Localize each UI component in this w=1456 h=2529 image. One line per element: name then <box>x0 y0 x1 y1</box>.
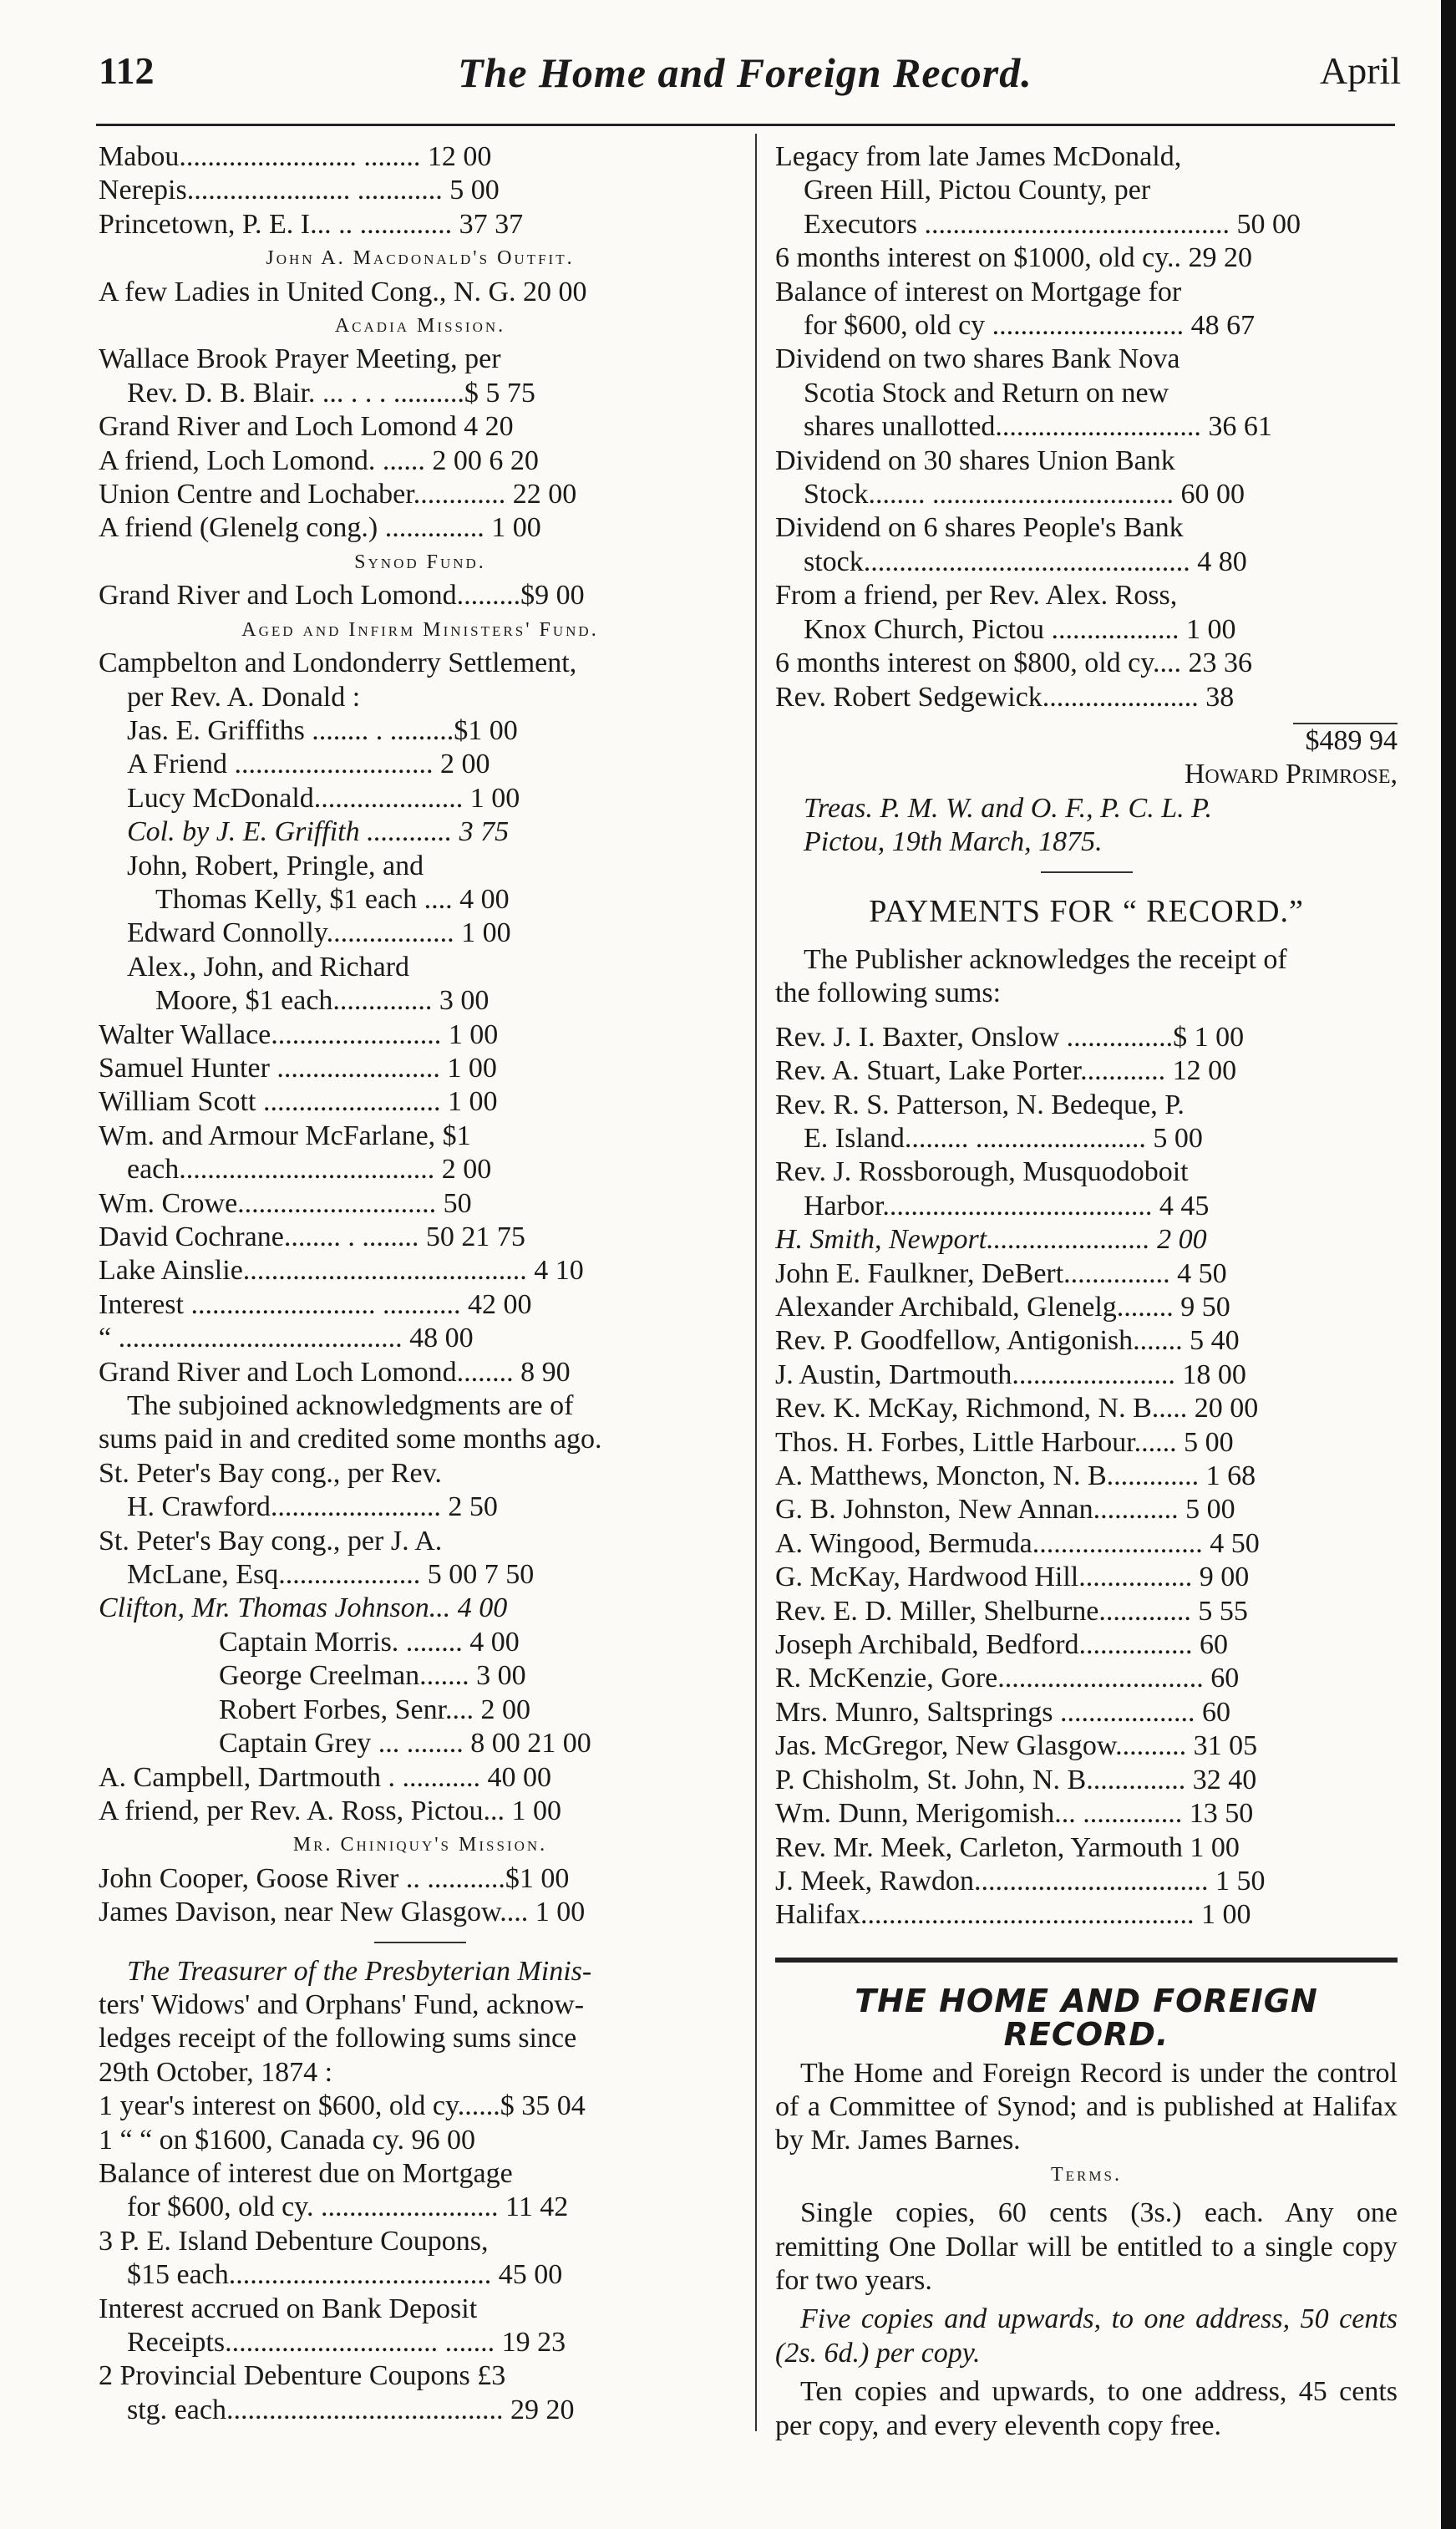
ledger-line: Alexander Archibald, Glenelg........ 9 50 <box>775 1292 1230 1323</box>
ledger-line: Thomas Kelly, $1 each .... 4 00 <box>155 883 510 915</box>
ledger-line: Lake Ainslie........................................ 4 10 <box>99 1255 584 1287</box>
ledger-line: Wm. Crowe............................ 50 <box>99 1187 472 1219</box>
ledger-line: Wallace Brook Prayer Meeting, per <box>99 343 501 375</box>
ledger-line: Pictou, 19th March, 1875. <box>804 826 1103 858</box>
ledger-line: Rev. P. Goodfellow, Antigonish....... 5 40 <box>775 1325 1240 1357</box>
ledger-line: A. Campbell, Dartmouth . ........... 40 00 <box>99 1761 552 1793</box>
ledger-line: A. Matthews, Moncton, N. B............. 1 68 <box>775 1460 1256 1492</box>
ledger-line: David Cochrane........ . ........ 50 21 75 <box>99 1221 525 1252</box>
ledger-line: Alex., John, and Richard <box>127 951 410 983</box>
ledger-line: Receipts.............................. ....... 19 23 <box>127 2327 566 2358</box>
ledger-line: 1 “ “ on $1600, Canada cy. 96 00 <box>99 2124 476 2156</box>
ledger-line: J. Austin, Dartmouth....................... 18 00 <box>775 1358 1246 1390</box>
ledger-line: St. Peter's Bay cong., per J. A. <box>99 1525 443 1557</box>
ledger-line: Scotia Stock and Return on new <box>804 377 1169 409</box>
page-number: 112 <box>99 49 155 92</box>
ledger-line: R. McKenzie, Gore............................. 60 <box>775 1663 1240 1694</box>
ledger-line: McLane, Esq.................... 5 00 7 50 <box>127 1559 535 1591</box>
ledger-line: 3 P. E. Island Debenture Coupons, <box>99 2225 489 2257</box>
ledger-line: John E. Faulkner, DeBert............... 4 50 <box>775 1257 1227 1289</box>
ledger-line: Legacy from late James McDonald, <box>775 141 1182 172</box>
ledger-line: A friend, Loch Lomond. ...... 2 00 6 20 <box>99 444 539 476</box>
ledger-line: James Davison, near New Glasgow.... 1 00 <box>99 1897 586 1928</box>
ledger-line: Harbor...................................... 4 45 <box>804 1190 1210 1221</box>
page-header <box>0 48 1456 115</box>
left-column <box>99 140 742 2427</box>
ledger-line: Edward Connolly.................. 1 00 <box>127 917 511 949</box>
ledger-line: “ ........................................ 48 00 <box>99 1323 474 1354</box>
ledger-line: Joseph Archibald, Bedford................ 60 <box>775 1629 1229 1661</box>
ledger-line: stock.............................................. 4 80 <box>804 546 1247 577</box>
ledger-line: H. Smith, Newport....................... 2 00 <box>775 1224 1207 1256</box>
ledger-line: Wm. and Armour McFarlane, $1 <box>99 1120 471 1151</box>
ledger-line: Wm. Dunn, Merigomish... .............. 13 50 <box>775 1798 1254 1830</box>
ledger-line: Balance of interest due on Mortgage <box>99 2157 513 2189</box>
ledger-line: The Publisher acknowledges the receipt of <box>804 943 1287 975</box>
ledger-line: Executors ........................................... 50 00 <box>804 208 1301 240</box>
ledger-line: Interest accrued on Bank Deposit <box>99 2293 478 2324</box>
ledger-line: George Creelman....... 3 00 <box>219 1660 526 1692</box>
ledger-line: Rev. J. I. Baxter, Onslow ...............$ 1 00 <box>775 1021 1245 1053</box>
ledger-line: Rev. A. Stuart, Lake Porter............ 12 00 <box>775 1055 1237 1087</box>
ledger-line: Jas. E. Griffiths ........ . .........$1 00 <box>127 714 518 746</box>
ledger-line: St. Peter's Bay cong., per Rev. <box>99 1457 442 1489</box>
ledger-line: Dividend on 6 shares People's Bank <box>775 512 1184 544</box>
ledger-line: E. Island......... ........................ 5 00 <box>804 1122 1203 1154</box>
ledger-line: Stock........ .................................. 60 00 <box>804 479 1245 510</box>
ledger-line: The Treasurer of the Presbyterian Minis- <box>127 1955 592 1987</box>
ledger-line: Rev. D. B. Blair. ... . . . ..........$ 5 75 <box>127 377 535 409</box>
ledger-line: 6 months interest on $800, old cy.... 23 36 <box>775 647 1253 679</box>
record-title: THE HOME AND FOREIGN RECORD. <box>775 1958 1398 2052</box>
column-divider <box>755 134 757 2431</box>
ledger-line: Captain Grey ... ........ 8 00 21 00 <box>219 1728 591 1760</box>
ledger-line: Captain Morris. ........ 4 00 <box>219 1626 520 1658</box>
ledger-line: A Friend ............................ 2 00 <box>127 749 490 780</box>
ledger-line: Rev. K. McKay, Richmond, N. B..... 20 00 <box>775 1393 1259 1424</box>
ledger-line: J. Meek, Rawdon................................. 1 50 <box>775 1865 1266 1897</box>
scan-edge-shadow <box>1441 0 1456 2529</box>
ledger-line: G. McKay, Hardwood Hill................ 9 00 <box>775 1562 1250 1593</box>
ledger-line: stg. each....................................... 29 20 <box>127 2394 575 2425</box>
ledger-line: Samuel Hunter ....................... 1 00 <box>99 1052 497 1084</box>
notice-paragraph: Ten copies and upwards, to one address, 45 cents per copy, and every eleventh copy free. <box>775 2376 1398 2441</box>
ledger-line: Mrs. Munro, Saltsprings ................... 60 <box>775 1696 1230 1728</box>
section-heading: Aged and Infirm Ministers' Fund. <box>241 618 599 641</box>
ledger-line: Lucy McDonald..................... 1 00 <box>127 782 520 814</box>
ledger-line: shares unallotted............................. 36 61 <box>804 411 1272 443</box>
ledger-line: The subjoined acknowledgments are of <box>127 1390 574 1422</box>
ledger-line: Princetown, P. E. I... .. ............. 37 37 <box>99 208 524 240</box>
ledger-line: $15 each..................................... 45 00 <box>127 2259 563 2291</box>
ledger-line: Nerepis....................... ............ 5 00 <box>99 175 500 206</box>
section-heading: Synod Fund. <box>354 551 486 573</box>
ledger-line: Green Hill, Pictou County, per <box>804 175 1151 206</box>
ledger-line: 2 Provincial Debenture Coupons £3 <box>99 2360 506 2392</box>
ledger-line: A friend (Glenelg cong.) .............. 1 00 <box>99 512 541 544</box>
ledger-line: Dividend on two shares Bank Nova <box>775 343 1180 375</box>
ledger-line: A. Wingood, Bermuda........................ 4 50 <box>775 1527 1260 1559</box>
ledger-line: the following sums: <box>775 978 1002 1009</box>
ledger-line: Walter Wallace........................ 1 00 <box>99 1018 499 1050</box>
ledger-line: Treas. P. M. W. and O. F., P. C. L. P. <box>804 792 1213 824</box>
header-rule <box>96 124 1395 126</box>
ledger-line: Dividend on 30 shares Union Bank <box>775 444 1175 476</box>
ledger-line: From a friend, per Rev. Alex. Ross, <box>775 580 1178 612</box>
section-heading: Terms. <box>1051 2163 1122 2186</box>
ledger-line: 6 months interest on $1000, old cy.. 29 20 <box>775 242 1253 274</box>
total-amount: $489 94 <box>1293 723 1398 758</box>
ledger-line: Balance of interest on Mortgage for <box>775 276 1182 307</box>
treasurer-signature: Howard Primrose, <box>1184 759 1398 790</box>
ledger-line: Rev. R. S. Patterson, N. Bedeque, P. <box>775 1089 1185 1120</box>
ledger-line: Union Centre and Lochaber............. 22 00 <box>99 479 577 510</box>
ledger-line: per Rev. A. Donald : <box>127 681 361 713</box>
ledger-line: Col. by J. E. Griffith ............ 3 75 <box>127 816 510 848</box>
ledger-line: John Cooper, Goose River .. ...........$1 00 <box>99 1862 570 1894</box>
ledger-line: Rev. J. Rossborough, Musquodoboit <box>775 1156 1189 1188</box>
ledger-line: A few Ladies in United Cong., N. G. 20 00 <box>99 276 587 307</box>
ledger-line: ters' Widows' and Orphans' Fund, acknow- <box>99 1988 585 2020</box>
right-column <box>775 140 1398 2443</box>
ledger-line: H. Crawford........................ 2 50 <box>127 1491 498 1523</box>
ledger-line: Grand River and Loch Lomond 4 20 <box>99 411 514 443</box>
ledger-line: Grand River and Loch Lomond........ 8 90 <box>99 1356 571 1388</box>
spacer <box>775 1011 1398 1021</box>
ledger-line: Moore, $1 each.............. 3 00 <box>155 985 490 1017</box>
section-heading: John A. Macdonald's Outfit. <box>266 247 575 270</box>
ledger-line: Knox Church, Pictou .................. 1 00 <box>804 613 1236 645</box>
ledger-line: 29th October, 1874 : <box>99 2056 333 2088</box>
ledger-line: Rev. E. D. Miller, Shelburne............. 5 55 <box>775 1595 1248 1627</box>
ledger-line: Thos. H. Forbes, Little Harbour...... 5 00 <box>775 1426 1234 1458</box>
ledger-line: Campbelton and Londonderry Settlement, <box>99 647 577 679</box>
notice-paragraph: The Home and Foreign Record is under the control of a Committee of Synod; and is published at Halifax by Mr. James Barnes. <box>775 2057 1398 2156</box>
ledger-line: A friend, per Rev. A. Ross, Pictou... 1 00 <box>99 1795 562 1826</box>
ledger-line: 1 year's interest on $600, old cy......$ 35 04 <box>99 2090 586 2122</box>
running-title: The Home and Foreign Record. <box>458 49 1032 96</box>
ledger-line: each.................................... 2 00 <box>127 1154 492 1186</box>
ledger-line: Robert Forbes, Senr.... 2 00 <box>219 1694 531 1725</box>
ledger-line: G. B. Johnston, New Annan............ 5 00 <box>775 1494 1235 1526</box>
ledger-line: Rev. Robert Sedgewick...................... 38 <box>775 681 1235 713</box>
ledger-line: P. Chisholm, St. John, N. B.............. 32 40 <box>775 1764 1257 1795</box>
section-title: PAYMENTS FOR “ RECORD.” <box>869 893 1304 929</box>
ledger-line: Grand River and Loch Lomond.........$9 00 <box>99 580 585 612</box>
section-divider <box>374 1942 466 1943</box>
ledger-line: Jas. McGregor, New Glasgow.......... 31 05 <box>775 1730 1258 1762</box>
section-divider <box>1041 871 1133 873</box>
section-heading: Mr. Chiniquy's Mission. <box>292 1834 548 1856</box>
ledger-line: Clifton, Mr. Thomas Johnson... 4 00 <box>99 1592 508 1624</box>
ledger-line: ledges receipt of the following sums since <box>99 2023 577 2054</box>
notice-paragraph: Five copies and upwards, to one address, 50 cents (2s. 6d.) per copy. <box>775 2303 1398 2369</box>
section-heading: Acadia Mission. <box>334 315 506 338</box>
ledger-line: sums paid in and credited some months ago. <box>99 1424 602 1455</box>
ledger-line: Halifax............................................... 1 00 <box>775 1899 1251 1931</box>
ledger-line: for $600, old cy. ......................... 11 42 <box>127 2191 569 2223</box>
ledger-line: John, Robert, Pringle, and <box>127 850 424 881</box>
ledger-line: Rev. Mr. Meek, Carleton, Yarmouth 1 00 <box>775 1831 1240 1863</box>
ledger-line: for $600, old cy ........................... 48 67 <box>804 310 1256 342</box>
ledger-line: Interest .......................... ........... 42 00 <box>99 1288 532 1320</box>
page-month: April <box>1320 49 1402 92</box>
notice-paragraph: Single copies, 60 cents (3s.) each. Any one remitting One Dollar will be entitled to a single copy for two years. <box>775 2197 1398 2296</box>
ledger-line: Mabou......................... ........ 12 00 <box>99 141 492 172</box>
ledger-line: William Scott ......................... 1 00 <box>99 1086 498 1118</box>
